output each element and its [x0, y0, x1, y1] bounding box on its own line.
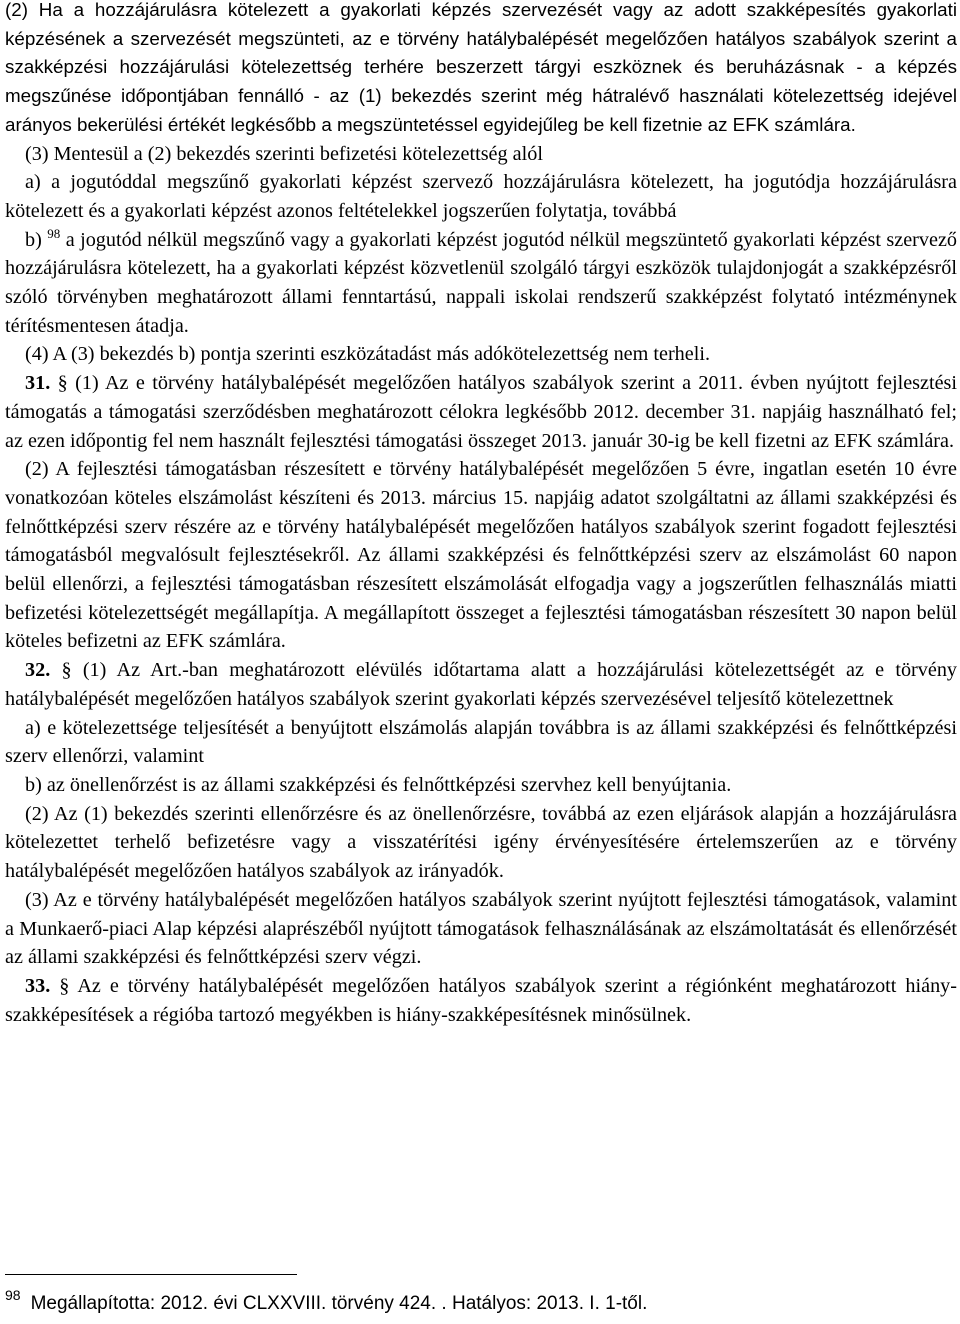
section-32-point-b: b) az önellenőrzést is az állami szakképzési és felnőttképzési szervhez kell benyújtania. — [25, 773, 732, 796]
point-b-text: a jogutód nélkül megszűnő vagy a gyakorlati képzést jogutód nélkül megszüntető gyakorlati képzést szervező hozzájárulásra kötelezett, ha a gyakorlati képzést közvetlenül szolgáló tárgyi eszközök tulajdonjogát a szakképzésről szóló törvényben meghatározott állami fenntartású, nappali iskolai rendszerű szakképzést folytató intézménynek térítésmentesen átadja. — [5, 228, 958, 337]
section-sign: § — [59, 974, 70, 997]
section-number: 33. — [25, 974, 51, 997]
footnote-mark: 98 — [5, 1287, 21, 1303]
footnote-text: Megállapította: 2012. évi CLXXVIII. törvény 424. . Hatályos: 2013. I. 1-től. — [30, 1293, 648, 1314]
section-32-paragraph-2: (2) Az (1) bekezdés szerinti ellenőrzésre és az önellenőrzésre, továbbá az ezen eljárások alapján a hozzájárulásra kötelezettet terhelő befizetésre vagy a visszatérítési igény érvényesítésére értelemszerűen az e törvény hatálybalépését megelőzően hatályos szabályok az irányadók. — [5, 802, 957, 883]
section-33-text: Az e törvény hatálybalépését megelőzően hatályos szabályok szerint a régiónként meghatározott hiány-szakképesítések a régióba tartozó megyékben is hiány-szakképesítésnek minősülnek. — [5, 974, 958, 1026]
section-sign: § — [57, 372, 68, 395]
paragraph-2: (2) Ha a hozzájárulásra kötelezett a gyakorlati képzés szervezését vagy az adott szakképesítés gyakorlati képzésének a szervezését megszünteti, az e törvény hatálybalépését megelőzően hatályos szabályok szerint a szakképzési hozzájárulási kötelezettség terhére beszerzett tárgyi eszköznek és beruházásnak - a képzés megszűnése időpontjában fennálló - az (1) bekezdés szerint még hátralévő használati kötelezettség idejével arányos bekerülési értékét legkésőbb a megszüntetéssel egyidejűleg be kell fizetnie az EFK számlára. — [5, 0, 957, 135]
section-32-point-a: a) e kötelezettsége teljesítését a benyújtott elszámolás alapján továbbra is az állami szakképzési és felnőttképzési szerv ellenőrzi, valamint — [5, 716, 957, 768]
section-31-paragraph-2: (2) A fejlesztési támogatásban részesített e törvény hatálybalépését megelőzően 5 évre, ingatlan esetén 10 évre vonatkozóan köteles elszámolást készíteni és 2013. március 15. napjáig adatot szolgáltatni az állami szakképzési és felnőttképzési szerv részére az e törvény hatálybalépését megelőzően hatályos szabályok szerint fogadott fejlesztési támogatásból megvalósult fejlesztésekről. Az állami szakképzési és felnőttképzési szerv az elszámolást 60 napon belül ellenőrzi, a fejlesztési támogatásban részesített elszámolását elfogadja vagy a jogszerűtlen felhasználás miatti befizetési kötelezettségét megállapítja. A megállapított összeget a fejlesztési támogatásban részesített 30 napon belül köteles befizetni az EFK számlára. — [5, 458, 957, 653]
footnote — [5, 1284, 647, 1324]
section-33 — [5, 972, 957, 1029]
section-32-text: (1) Az Art.-ban meghatározott elévülés időtartama alatt a hozzájárulási kötelezettségét az e törvény hatálybalépését megelőzően hatályos szabályok szerint gyakorlati képzés szervezésével teljesítő kötelezettnek — [5, 659, 958, 710]
footnote-ref[interactable]: 98 — [47, 225, 61, 241]
point-a: a) a jogutóddal megszűnő gyakorlati képzést szervező hozzájárulásra kötelezett, ha jogutódja hozzájárulásra kötelezett és a gyakorlati képzést azonos feltételekkel jogszerűen folytatja, továbbá — [5, 171, 957, 222]
point-b — [5, 226, 957, 341]
footnote-divider — [5, 1274, 297, 1275]
paragraph-3: (3) Mentesül a (2) bekezdés szerinti befizetési kötelezettség alól — [25, 142, 543, 165]
section-32-paragraph-3: (3) Az e törvény hatálybalépését megelőzően hatályos szabályok szerint nyújtott fejlesztési támogatások, valamint a Munkaerő-piaci Alap képzési alaprészéből nyújtott támogatások felhasználásának az elszámoltatását és ellenőrzését az állami szakképzési és felnőttképzési szerv végzi. — [5, 888, 957, 969]
section-31-text: (1) Az e törvény hatálybalépését megelőzően hatályos szabályok szerint a 2011. évben nyújtott fejlesztési támogatás a támogatási szerződésben meghatározott célokra legkésőbb 2012. december 31. napjáig használható fel; az ezen időpontig fel nem használt fejlesztési támogatási összeget 2013. január 30-ig be kell fizetni az EFK számlára. — [5, 372, 958, 452]
section-sign: § — [61, 659, 72, 682]
law-text — [5, 0, 957, 1029]
section-31 — [5, 369, 957, 455]
section-number: 31. — [25, 372, 51, 395]
point-b-label: b) — [25, 228, 42, 251]
section-number: 32. — [25, 659, 51, 682]
paragraph-4: (4) A (3) bekezdés b) pontja szerinti eszközátadást más adókötelezettség nem terheli. — [25, 343, 710, 366]
section-32 — [5, 656, 957, 713]
